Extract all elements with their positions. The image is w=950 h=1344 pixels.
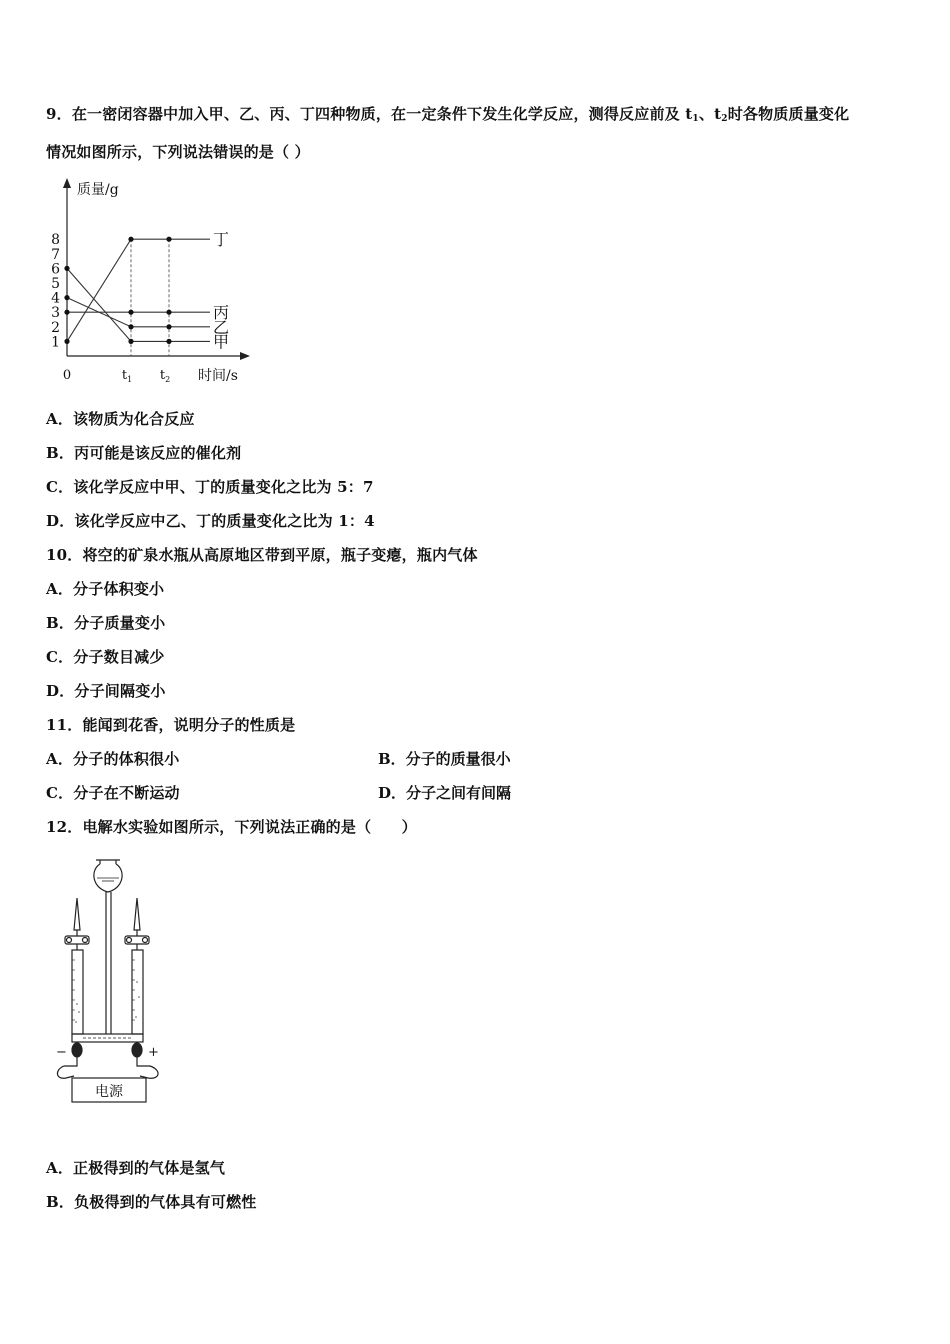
- data-point: [166, 237, 171, 242]
- series-label: 甲: [213, 332, 230, 352]
- y-axis-label: 质量/g: [77, 182, 119, 198]
- left-tube: [72, 950, 83, 1034]
- series-label: 乙: [213, 317, 230, 337]
- q12-option-b: B．负极得到的气体具有可燃性: [46, 1193, 257, 1211]
- q9-option-c: C．该化学反应中甲、丁的质量变化之比为 5：7: [46, 478, 374, 496]
- series-label: 丁: [213, 230, 230, 250]
- q9-stem-line1: 9．在一密闭容器中加入甲、乙、丙、丁四种物质，在一定条件下发生化学反应，测得反应前及 $t_1$、$t_2$时各物质质量变化: [46, 105, 850, 124]
- series-line: [67, 239, 210, 341]
- right-needle: [134, 898, 140, 930]
- power-supply-label: 电源: [95, 1084, 123, 1100]
- q12-stem: 12．电解水实验如图所示，下列说法正确的是（ ）: [46, 818, 417, 836]
- q11-option-d: D．分子之间有间隔: [378, 784, 512, 802]
- data-point: [166, 324, 171, 329]
- y-axis-arrow: [63, 178, 71, 188]
- data-point: [128, 310, 133, 315]
- series-label: 丙: [213, 303, 230, 323]
- data-point: [166, 339, 171, 344]
- x-axis-arrow: [240, 352, 250, 360]
- q9-option-d: D．该化学反应中乙、丁的质量变化之比为 1：4: [46, 512, 375, 530]
- q9-option-b: B．丙可能是该反应的催化剂: [46, 444, 242, 462]
- y-tick-label: 7: [51, 246, 60, 263]
- y-tick-label: 5: [51, 276, 60, 292]
- data-point: [64, 266, 69, 271]
- right-tube: [132, 950, 143, 1034]
- data-point: [64, 339, 69, 344]
- q10-option-b: B．分子质量变小: [46, 614, 166, 632]
- q11-stem: 11．能闻到花香，说明分子的性质是: [46, 716, 296, 734]
- q10-option-c: C．分子数目减少: [46, 648, 165, 666]
- y-tick-label: 3: [51, 305, 60, 322]
- data-point: [166, 310, 171, 315]
- series-line: [67, 268, 210, 341]
- data-point: [64, 295, 69, 300]
- q10-stem: 10．将空的矿泉水瓶从高原地区带到平原，瓶子变瘪，瓶内气体: [46, 546, 478, 564]
- y-tick-label: 1: [51, 334, 60, 351]
- electrolysis-apparatus-figure: [50, 852, 190, 1112]
- data-point: [128, 339, 133, 344]
- y-tick-label: 8: [51, 232, 60, 249]
- q12-option-a: A．正极得到的气体是氢气: [46, 1159, 226, 1177]
- data-point: [128, 237, 133, 242]
- minus-label: −: [56, 1045, 67, 1060]
- origin-label: 0: [62, 368, 72, 383]
- plus-label: +: [148, 1045, 159, 1060]
- data-point: [64, 310, 69, 315]
- data-point: [128, 324, 133, 329]
- y-tick-label: 6: [51, 261, 60, 278]
- q11-option-a: A．分子的体积很小: [46, 750, 180, 768]
- q11-option-c: C．分子在不断运动: [46, 784, 180, 802]
- left-electrode: [72, 1043, 82, 1057]
- funnel-bulb: [94, 860, 122, 892]
- y-tick-label: 2: [51, 319, 60, 336]
- x-tick-label: $t_1$: [121, 368, 133, 384]
- q11-option-b: B．分子的质量很小: [378, 750, 511, 768]
- q9-option-a: A．该物质为化合反应: [46, 410, 195, 428]
- q9-stem-line2: 情况如图所示，下列说法错误的是（ ）: [46, 143, 310, 161]
- y-tick-label: 4: [51, 290, 60, 307]
- q10-option-a: A．分子体积变小: [46, 580, 165, 598]
- left-needle: [74, 898, 80, 930]
- mass-time-chart: [40, 172, 300, 392]
- x-tick-label: $t_2$: [159, 368, 171, 384]
- right-electrode: [132, 1043, 142, 1057]
- x-axis-label: 时间/s: [198, 368, 238, 384]
- q10-option-d: D．分子间隔变小: [46, 682, 166, 700]
